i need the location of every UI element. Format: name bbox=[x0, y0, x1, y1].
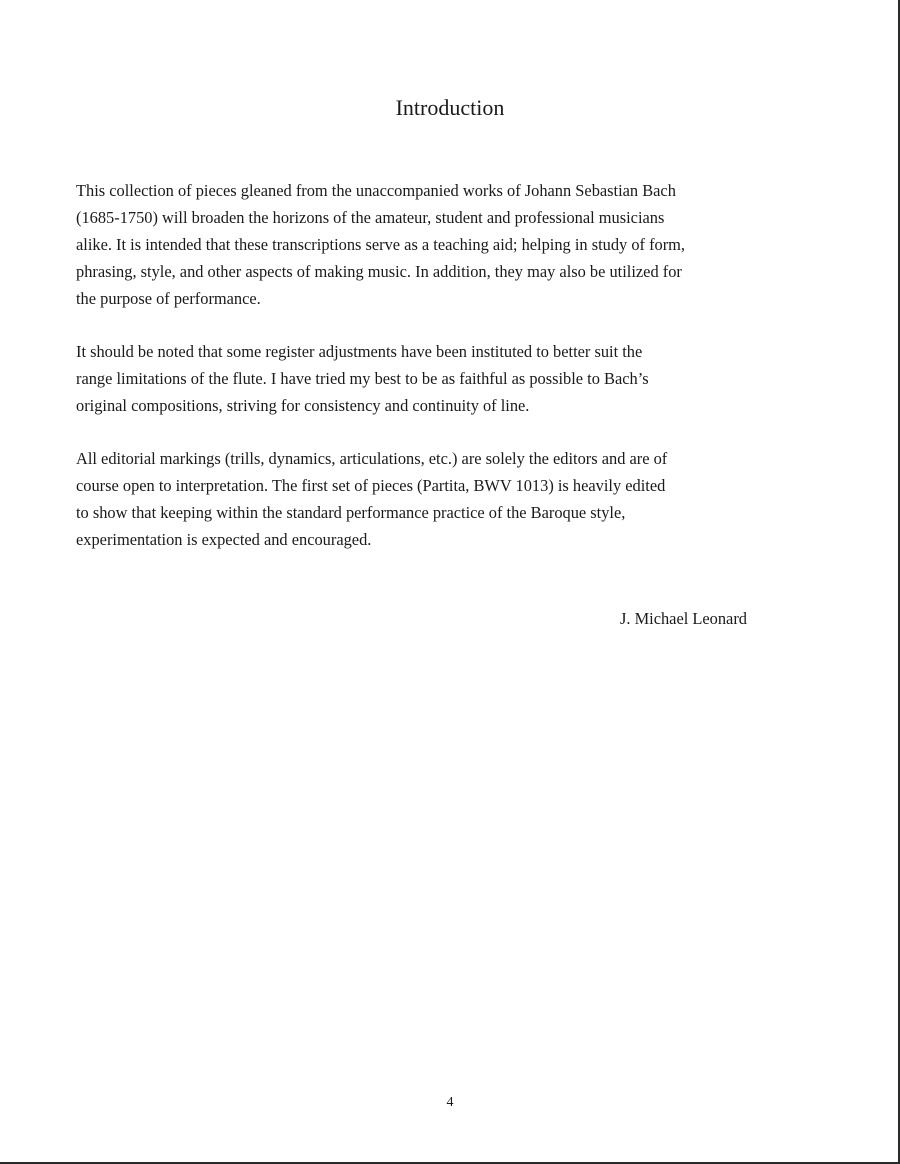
paragraph-line: phrasing, style, and other aspects of making music. In addition, they may also be utilized for bbox=[76, 262, 682, 281]
paragraph-line: alike. It is intended that these transcriptions serve as a teaching aid; helping in study of form, bbox=[76, 235, 686, 254]
paragraph-line: It should be noted that some register adjustments have been instituted to better suit the bbox=[76, 342, 643, 361]
page-number: 4 bbox=[446, 1095, 454, 1110]
paragraph-line: All editorial markings (trills, dynamics, articulations, etc.) are solely the editors and are of bbox=[76, 449, 668, 468]
paragraph-line: This collection of pieces gleaned from the unaccompanied works of Johann Sebastian Bach bbox=[76, 181, 676, 200]
paragraph-line: course open to interpretation. The first set of pieces (Partita, BWV 1013) is heavily edited bbox=[76, 476, 666, 495]
author-signature: J. Michael Leonard bbox=[620, 609, 747, 628]
paragraph-line: experimentation is expected and encouraged. bbox=[76, 530, 372, 549]
paragraph-editorial-markings bbox=[76, 445, 816, 553]
paragraph-line: original compositions, striving for consistency and continuity of line. bbox=[76, 396, 530, 415]
paragraph-intro bbox=[76, 177, 816, 312]
paragraph-line: range limitations of the flute. I have tried my best to be as faithful as possible to Bach’s bbox=[76, 369, 649, 388]
paragraph-line: to show that keeping within the standard performance practice of the Baroque style, bbox=[76, 503, 626, 522]
paragraph-register-adjustments bbox=[76, 338, 816, 419]
paragraph-line: (1685-1750) will broaden the horizons of the amateur, student and professional musicians bbox=[76, 208, 665, 227]
page-title: Introduction bbox=[395, 95, 505, 120]
paragraph-line: the purpose of performance. bbox=[76, 289, 261, 308]
